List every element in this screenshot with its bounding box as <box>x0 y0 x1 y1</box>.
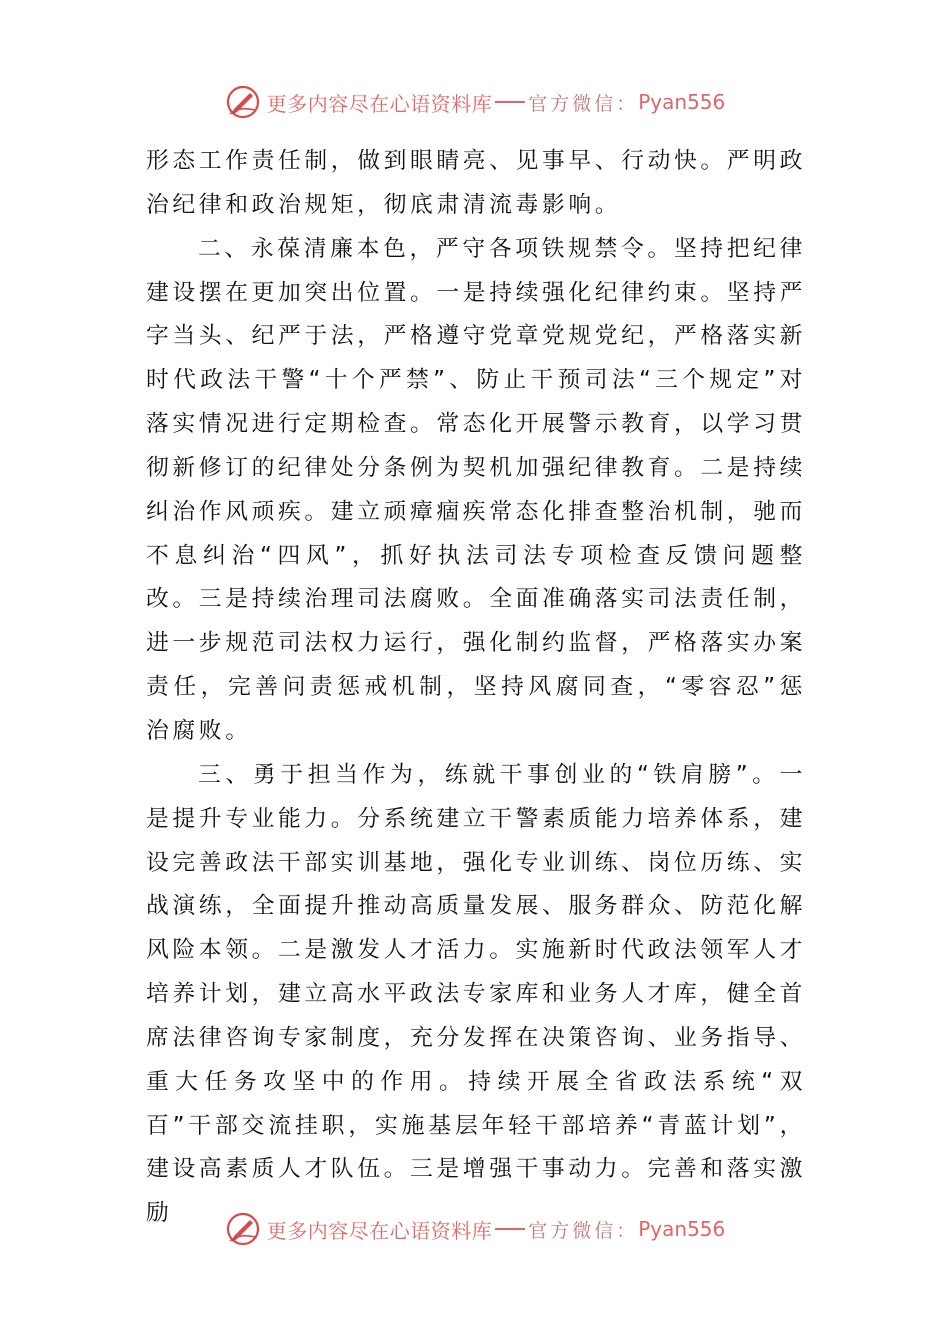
banner-dash <box>495 1228 525 1230</box>
footer-banner <box>0 1209 950 1249</box>
banner-dash <box>495 101 525 103</box>
document-body <box>146 140 806 1236</box>
wechat-id: Pyan556 <box>638 1217 726 1241</box>
wechat-id: Pyan556 <box>638 90 726 114</box>
banner-text: 更多内容尽在心语资料库 <box>266 91 493 116</box>
header-banner <box>0 82 950 122</box>
pen-logo-icon <box>225 1211 261 1247</box>
paragraph-continued: 形态工作责任制，做到眼睛亮、见事早、行动快。严明政治纪律和政治规矩，彻底肃清流毒影响。 <box>146 148 806 218</box>
wechat-label: 官方微信： <box>528 92 639 115</box>
paragraph-section-two: 二、永葆清廉本色，严守各项铁规禁令。坚持把纪律建设摆在更加突出位置。一是持续强化纪律约束。坚持严字当头、纪严于法，严格遵守党章党规党纪，严格落实新时代政法干警“十个严禁”、防止干预司法“三个规定”对落实情况进行定期检查。常态化开展警示教育，以学习贯彻新修订的纪律处分条例为契机加强纪律教育。二是持续纠治作风顽疾。建立顽瘴痼疾常态化排查整治机制，驰而不息纠治“四风”，抓好执法司法专项检查反馈问题整改。三是持续治理司法腐败。全面准确落实司法责任制，进一步规范司法权力运行，强化制约监督，严格落实办案责任，完善问责惩戒机制，坚持风腐同查，“零容忍”惩治腐败。 <box>146 235 806 744</box>
banner-text: 更多内容尽在心语资料库 <box>266 1218 493 1243</box>
paragraph-section-three: 三、勇于担当作为，练就干事创业的“铁肩膀”。一是提升专业能力。分系统建立干警素质能力培养体系，建设完善政法干部实训基地，强化专业训练、岗位历练、实战演练，全面提升推动高质量发展、服务群众、防范化解风险本领。二是激发人才活力。实施新时代政法领军人才培养计划，建立高水平政法专家库和业务人才库，健全首席法律咨询专家制度，充分发挥在决策咨询、业务指导、重大任务攻坚中的作用。持续开展全省政法系统“双百”干部交流挂职，实施基层年轻干部培养“青蓝计划”，建设高素质人才队伍。三是增强干事动力。完善和落实激励 <box>146 761 806 1227</box>
pen-logo-icon <box>225 84 261 120</box>
wechat-label: 官方微信： <box>528 1219 639 1242</box>
